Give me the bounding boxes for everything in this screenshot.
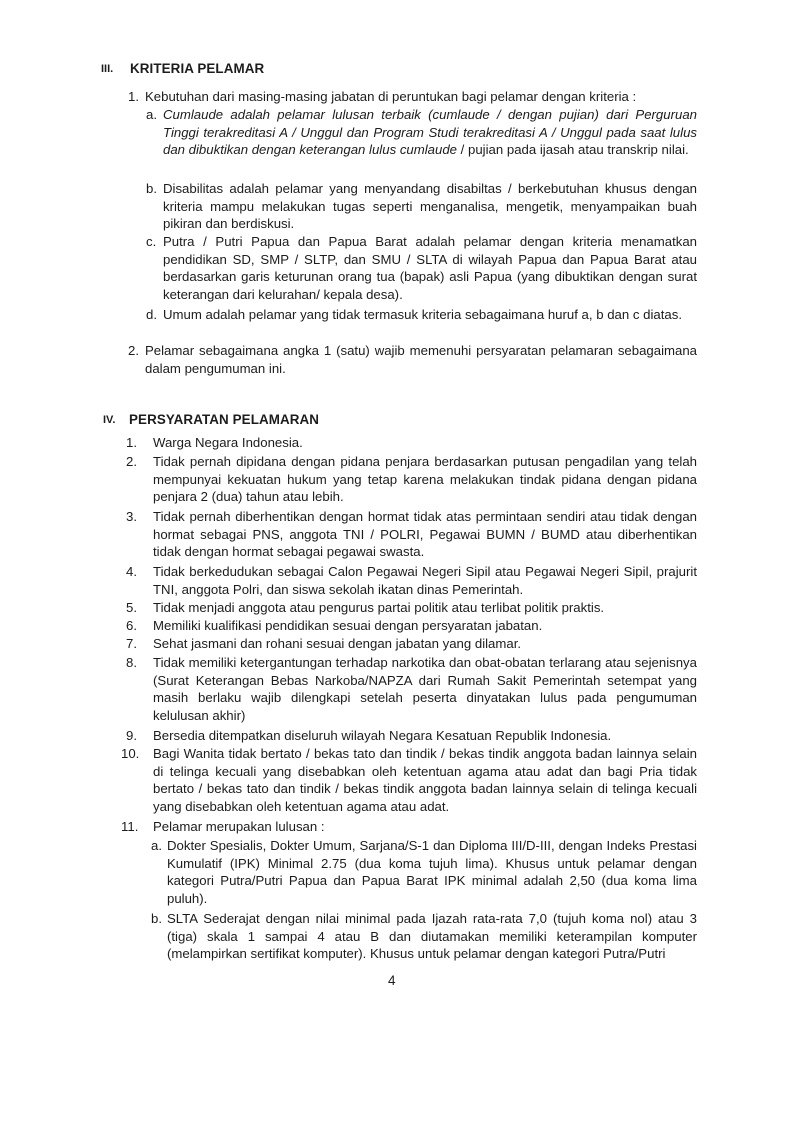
- section-3-sub-b-number: b.: [146, 181, 157, 196]
- section-4-item-3-text: Tidak pernah diberhentikan dengan hormat tidak atas permintaan sendiri atau tidak dengan hormat sebagai PNS, anggota TNI / POLRI, Pegawai BUMN / BUMD atau diberhentikan tidak dengan hormat sebagai pegawai swasta.: [153, 509, 697, 560]
- section-4-item-5-text: Tidak menjadi anggota atau pengurus partai politik atau terlibat politik praktis.: [153, 600, 605, 615]
- section-4-item-1-text: Warga Negara Indonesia.: [153, 435, 303, 450]
- section-4-item-2-text: Tidak pernah dipidana dengan pidana penjara berdasarkan putusan pengadilan yang telah mempunyai kekuatan hukum yang tetap karena melakukan tindak pidana dengan pidana penjara 2 (dua) tahun atau lebih.: [153, 454, 697, 505]
- section-3-sub-d-text: Umum adalah pelamar yang tidak termasuk kriteria sebagaimana huruf a, b dan c diatas.: [163, 307, 682, 322]
- section-4-item-8-number: 8.: [126, 655, 137, 670]
- section-4-item-1-number: 1.: [126, 435, 137, 450]
- section-4-item-4-text: Tidak berkedudukan sebagai Calon Pegawai Negeri Sipil atau Pegawai Negeri Sipil, prajurit TNI, anggota Polri, dan siswa sekolah ikatan dinas Pemerintah.: [153, 564, 697, 597]
- section-4-sub-b-number: b.: [151, 911, 162, 926]
- section-3-item-2-number: 2.: [128, 343, 139, 358]
- section-4-item-10-text: Bagi Wanita tidak bertato / bekas tato dan tindik / bekas tindik anggota badan lainnya selain di telinga kecuali yang disebabkan oleh ketentuan agama atau adat dan bagi Pria tidak bertato / bekas tato dan tindik / bekas tindik anggota badan lainnya selain di telinga kecuali yang disebabkan oleh ketentuan agama atau adat.: [153, 746, 697, 814]
- section-4-item-9-text: Bersedia ditempatkan diseluruh wilayah Negara Kesatuan Republik Indonesia.: [153, 728, 612, 743]
- section-3-item-1-number: 1.: [128, 89, 139, 104]
- section-4-sub-a-number: a.: [151, 838, 162, 853]
- section-4-item-9-number: 9.: [126, 728, 137, 743]
- section-4-item-2-number: 2.: [126, 454, 137, 469]
- section-3-sub-a-text: Cumlaude adalah pelamar lulusan terbaik (cumlaude / dengan pujian) dari Perguruan Tinggi terakreditasi A / Unggul dan Program Studi terakreditasi A / Unggul pada saat lulus dan dibuktikan dengan keterangan lulus cumlaude / pujian pada ijasah atau transkrip nilai.: [163, 107, 697, 158]
- section-4-item-4-number: 4.: [126, 564, 137, 579]
- section-3-sub-a-number: a.: [146, 107, 157, 122]
- section-3-item-2-text: Pelamar sebagaimana angka 1 (satu) wajib memenuhi persyaratan pelamaran sebagaimana dalam pengumuman ini.: [145, 343, 697, 376]
- section-3-sub-b-text: Disabilitas adalah pelamar yang menyandang disabiltas / berkebutuhan khusus dengan kriteria mampu melakukan tugas seperti menganalisa, mengetik, menyampaikan buah pikiran dan berdiskusi.: [163, 181, 697, 232]
- section-3-sub-d-number: d.: [146, 307, 157, 322]
- section-4-item-6-number: 6.: [126, 618, 137, 633]
- section-3-item-1-text: Kebutuhan dari masing-masing jabatan di peruntukan bagi pelamar dengan kriteria :: [145, 89, 637, 104]
- section-3-sub-c-number: c.: [146, 234, 157, 249]
- section-4-sub-a-text: Dokter Spesialis, Dokter Umum, Sarjana/S-1 dan Diploma III/D-III, dengan Indeks Prestasi Kumulatif (IPK) Minimal 2.75 (dua koma tujuh lima). Khusus untuk pelamar dengan kategori Putra/Putri Papua dan Papua Barat IPK minimal adalah 2,50 (dua koma lima puluh).: [167, 838, 697, 906]
- section-3-sub-c-text: Putra / Putri Papua dan Papua Barat adalah pelamar dengan kriteria menamatkan pendidikan SD, SMP / SLTP, dan SMU / SLTA di wilayah Papua dan Papua Barat atau berdasarkan garis keturunan orang tua (bapak) asli Papua (yang dibuktikan dengan surat keterangan dari kelurahan/ kepala desa).: [163, 234, 697, 302]
- page-number: 4: [388, 973, 396, 988]
- section-4-item-5-number: 5.: [126, 600, 137, 615]
- section-4-heading: PERSYARATAN PELAMARAN: [129, 412, 320, 427]
- section-4-item-10-number: 10.: [121, 746, 140, 761]
- section-3-number: III.: [101, 63, 114, 75]
- section-4-item-8-text: Tidak memiliki ketergantungan terhadap narkotika dan obat-obatan terlarang atau sejenisnya (Surat Keterangan Bebas Narkoba/NAPZA dari Rumah Sakit Pemerintah setempat yang masih berlaku wajib dilengkapi setelah peserta dinyatakan lulus pada pengumuman kelulusan akhir): [153, 655, 697, 723]
- section-4-sub-b-text: SLTA Sederajat dengan nilai minimal pada Ijazah rata-rata 7,0 (tujuh koma nol) atau 3 (tiga) skala 1 sampai 4 atau B dan diutamakan memiliki keterampilan komputer (melampirkan sertifikat komputer). Khusus untuk pelamar dengan kategori Putra/Putri: [167, 911, 697, 962]
- section-4-item-11-number: 11.: [121, 819, 139, 834]
- section-4-item-11-text: Pelamar merupakan lulusan :: [153, 819, 325, 834]
- section-3-heading: KRITERIA PELAMAR: [130, 61, 265, 76]
- section-4-item-7-number: 7.: [126, 636, 137, 651]
- section-4-item-6-text: Memiliki kualifikasi pendidikan sesuai dengan persyaratan jabatan.: [153, 618, 543, 633]
- section-4-item-3-number: 3.: [126, 509, 137, 524]
- section-4-item-7-text: Sehat jasmani dan rohani sesuai dengan jabatan yang dilamar.: [153, 636, 522, 651]
- section-4-number: IV.: [103, 414, 116, 426]
